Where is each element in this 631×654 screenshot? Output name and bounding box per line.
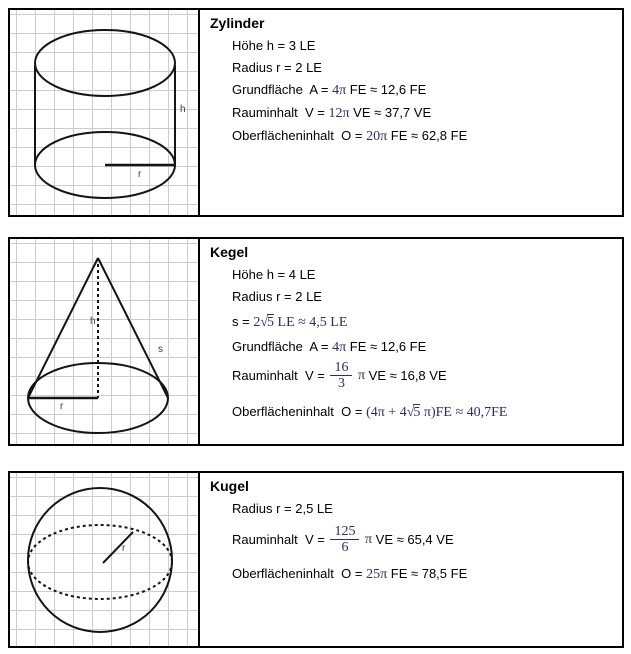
equation: 4π (332, 83, 347, 98)
line-label: Rauminhalt V = (232, 105, 329, 120)
fraction-numerator: 125 (330, 524, 359, 540)
section-title: Kegel (210, 244, 249, 260)
cylinder-height-label: h (180, 104, 186, 115)
cone-radius-label: r (60, 401, 64, 412)
cone-base-area-line (232, 339, 614, 355)
fraction (330, 524, 359, 556)
line-tail: VE ≈ 37,7 VE (349, 105, 432, 120)
cylinder-surface-line (232, 128, 614, 144)
sqrt-icon: √ (260, 315, 268, 330)
sphere-info (200, 473, 622, 646)
sphere-radius-label: r (122, 543, 126, 554)
cone-figure (10, 239, 200, 444)
cylinder-base-area-line (232, 82, 614, 98)
fraction-numerator: 16 (330, 360, 352, 376)
line-tail: FE ≈ 12,6 FE (346, 82, 427, 97)
line-label: Oberflächeninhalt O = (232, 565, 367, 581)
radicand: 5 (413, 404, 421, 420)
section-zylinder (8, 8, 624, 217)
section-title: Zylinder (210, 15, 265, 31)
section-title: Kugel (210, 478, 249, 494)
cylinder-figure (10, 10, 200, 215)
line-tail: VE ≈ 65,4 VE (372, 532, 454, 548)
line-label: Oberflächeninhalt O = (232, 403, 367, 419)
line-label: Grundfläche A = (232, 82, 333, 97)
cone-height-line: Höhe h = 4 LE (232, 267, 316, 282)
cone-slant-label: s (158, 344, 163, 355)
equation: 4π (332, 340, 347, 355)
cylinder-height-line: Höhe h = 3 LE (232, 38, 316, 53)
line-label: Oberflächeninhalt O = (232, 128, 367, 143)
cylinder-radius-line: Radius r = 2 LE (232, 60, 322, 75)
line-tail: FE ≈ 62,8 FE (387, 128, 468, 143)
fraction-denominator: 3 (337, 376, 345, 392)
cylinder-volume-line (232, 105, 614, 121)
cone-radius-line: Radius r = 2 LE (232, 289, 322, 304)
sphere-radius-line: Radius r = 2,5 LE (232, 501, 333, 516)
sphere-drawing-icon (10, 473, 196, 646)
sphere-surface-line (232, 566, 614, 582)
cylinder-info (200, 10, 622, 215)
line-tail: FE ≈ 12,6 FE (346, 339, 427, 354)
equation: 20π (366, 129, 388, 144)
section-kegel (8, 237, 624, 446)
cone-volume-line (232, 360, 614, 392)
sphere-volume-line (232, 524, 614, 556)
cone-info (200, 239, 622, 444)
line-label: Rauminhalt V = (232, 368, 329, 384)
cylinder-drawing-icon (10, 10, 196, 215)
line-label: s = (232, 314, 254, 329)
radicand: 5 (267, 315, 275, 330)
section-kugel (8, 471, 624, 648)
line-label: Grundfläche A = (232, 339, 333, 354)
equation: π (354, 368, 366, 384)
cone-surface-line (232, 404, 614, 420)
cone-slant-line (232, 314, 614, 330)
equation: (4π + 4 (366, 404, 407, 420)
line-tail: FE ≈ 78,5 FE (387, 565, 468, 581)
equation: π (361, 532, 373, 548)
equation: 2 (253, 315, 261, 330)
equation: 25π (366, 566, 388, 582)
fraction (330, 360, 352, 392)
equation-tail: LE ≈ 4,5 LE (274, 315, 348, 330)
equation-tail: π)FE ≈ 40,7FE (420, 404, 508, 420)
cylinder-radius-label: r (138, 169, 142, 180)
fraction-denominator: 6 (341, 540, 349, 556)
cone-drawing-icon (10, 239, 196, 444)
equation: 12π (328, 106, 350, 121)
line-tail: VE ≈ 16,8 VE (365, 368, 447, 384)
cone-height-label: h (90, 316, 96, 327)
line-label: Rauminhalt V = (232, 532, 329, 548)
sphere-figure (10, 473, 200, 646)
sqrt-icon: √ (406, 404, 414, 420)
